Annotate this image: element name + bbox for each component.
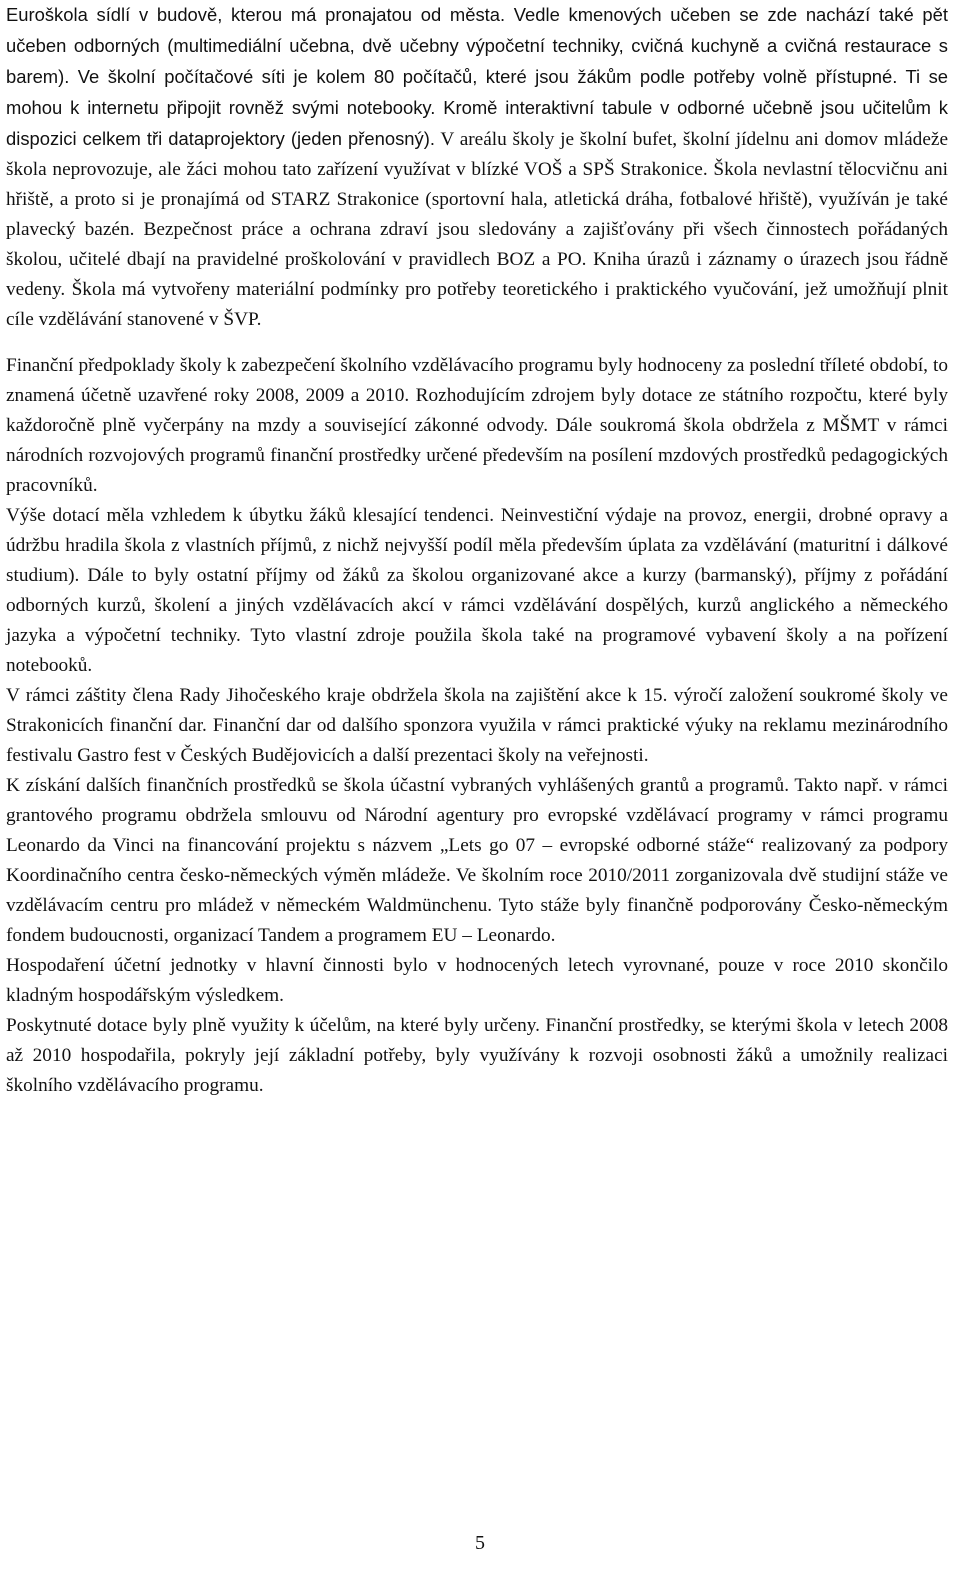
text-segment: Poskytnuté dotace byly plně využity k účelům, na které byly určeny. Finanční prostředky, se kterými škola v letech 2008 až 2010 hospodařila, pokryly její základní potřeby, byly využívány k rozvoji osobnosti žáků a umožnily realizaci školního vzdělávacího programu. xyxy=(6,1015,948,1096)
paragraph-subsidies xyxy=(6,501,948,681)
text-segment: Výše dotací měla vzhledem k úbytku žáků klesající tendenci. Neinvestiční výdaje na provoz, energii, drobné opravy a údržbu hradila škola z vlastních příjmů, z nichž nejvyšší podíl měla především úplata za vzdělávání (maturitní i dálkové studium). Dále to byly ostatní příjmy od žáků za školou organizované akce a kurzy (barmanský), příjmy z pořádání odborných kurzů, školení a jiných vzdělávacích akcí v rámci vzdělávání dospělých, kurzů anglického a německého jazyka a výpočetní techniky. Tyto vlastní zdroje použila škola také na programové vybavení školy a na pořízení notebooků. xyxy=(6,505,948,676)
text-segment: V areálu školy je školní bufet, školní jídelnu ani domov mládeže škola neprovozuje, ale žáci mohou tato zařízení využívat v blízké VOŠ a SPŠ Strakonice. Škola nevlastní tělocvičnu ani hřiště, a proto si je pronajímá od STARZ Strakonice (sportovní hala, atletická dráha, fotbalové hřiště), využíván je také plavecký bazén. Bezpečnost práce a ochrana zdraví jsou sledovány a zajišťovány při všech činnostech pořádaných školou, učitelé dbají na pravidelné proškolování v pravidlech BOZ a PO. Kniha úrazů i záznamy o úrazech jsou řádně vedeny. Škola má vytvořeny materiální podmínky pro potřeby teoretického i praktického vyučování, jež umožňují plnit cíle vzdělávání stanovené v ŠVP. xyxy=(6,129,948,330)
text-segment: K získání dalších finančních prostředků se škola účastní vybraných vyhlášených grantů a programů. Takto např. v rámci grantového programu obdržela smlouvu od Národní agentury pro evropské vzdělávací programy v rámci programu Leonardo da Vinci na financování projektu s názvem „Lets go 07 – evropské odborné stáže“ realizovaný za podpory Koordinačního centra česko-německých výměn mládeže. Ve školním roce 2010/2011 zorganizovala dvě studijní stáže ve vzdělávacím centru pro mládež v německém Waldmünchenu. Tyto stáže byly finančně podporovány Česko-německým fondem budoucnosti, organizací Tandem a programem EU – Leonardo. xyxy=(6,775,948,946)
paragraph-economy xyxy=(6,951,948,1011)
text-segment: ola sídlí v budově, kterou má pronajatou od města. Vedle kmenových učeben se zde nachází také pět učeben odborných (multimediální učebna, dvě učebny výpočetní techniky, cvičná kuchyně a cvičná restaurace s barem). Ve školní počítačové síti je kolem 80 počítačů, které jsou žákům podle potřeby volně přístupné. Ti se mohou k internetu připojit rovněž svými notebooky. Kromě interaktivní tabule v odborné učebně jsou učitelům k dispozici celkem tři dataprojektory (jeden přenosný). xyxy=(6,4,948,149)
paragraph-grants xyxy=(6,771,948,951)
paragraph-conclusion xyxy=(6,1011,948,1101)
text-segment: Eurošk xyxy=(6,4,64,25)
text-segment: Hospodaření účetní jednotky v hlavní činnosti bylo v hodnocených letech vyrovnané, pouze v roce 2010 skončilo kladným hospodářským výsledkem. xyxy=(6,955,948,1006)
paragraph-finance-premises xyxy=(6,351,948,501)
text-segment: Finanční předpoklady školy k zabezpečení školního vzdělávacího programu byly hodnoceny za poslední tříleté období, to znamená účetně uzavřené roky 2008, 2009 a 2010. Rozhodujícím zdrojem byly dotace ze státního rozpočtu, které byly každoročně plně vyčerpány na mzdy a související zákonné odvody. Dále soukromá škola obdržela z MŠMT v rámci národních rozvojových programů finanční prostředky určené především na posílení mzdových prostředků pedagogických pracovníků. xyxy=(6,355,948,496)
document-body xyxy=(6,0,948,1101)
paragraph-facilities xyxy=(6,0,948,335)
page-number: 5 xyxy=(475,1532,485,1554)
paragraph-sponsorship xyxy=(6,681,948,771)
text-segment: V rámci záštity člena Rady Jihočeského kraje obdržela škola na zajištění akce k 15. výročí založení soukromé školy ve Strakonicích finanční dar. Finanční dar od dalšího sponzora využila v rámci praktické výuky na reklamu mezinárodního festivalu Gastro fest v Českých Budějovicích a další prezentaci školy na veřejnosti. xyxy=(6,685,948,766)
